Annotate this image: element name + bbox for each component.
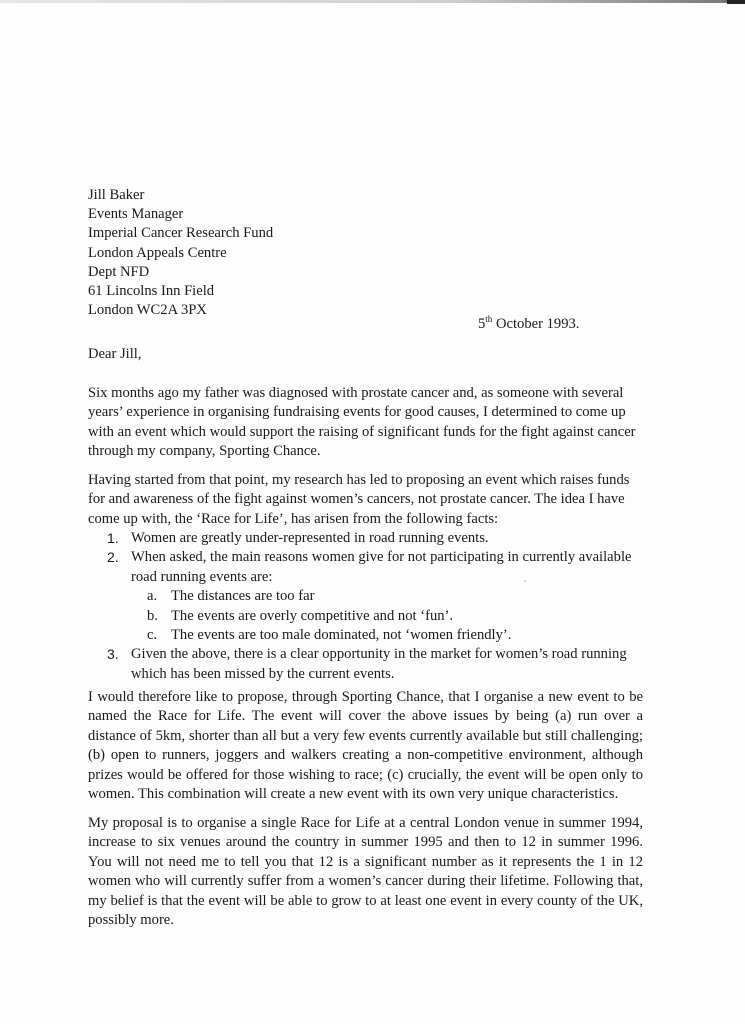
list-number: 1. [107,530,119,546]
list-item-text: When asked, the main reasons women give for not participating in currently available road running events are: [131,549,632,585]
address-line: Events Manager [88,206,184,223]
sub-list-text: The distances are too far [171,588,315,605]
address-line: Jill Baker [88,187,145,203]
list-number: 3. [107,646,119,663]
recipient-address [88,186,648,320]
paragraph-3: I would therefore like to propose, through Sporting Chance, that I organise a new event to be named the Race for Life. The event will cover the above issues by being (a) run over a distance of 5km, shorter than all but a very few events currently available but still challenging; (b) open to runners, joggers and walkers creating a non-competitive environment, although prizes would be offered for those wishing to race; (c) crucially, the event will be open only to women. This combination will create a new event with its own very unique characteristics. [88,689,643,803]
paragraph-2: Having started from that point, my research has led to proposing an event which raises funds for and awareness of the fight against women’s cancers, not prostate cancer. The idea I have come up with, the ‘Race for Life’, has arisen from the following facts: [88,472,630,527]
sub-list-letter: a. [147,588,158,605]
address-line: London Appeals Centre [88,244,227,261]
scan-corner-mark [727,0,745,4]
paragraph-1: Six months ago my father was diagnosed with prostate cancer and, as someone with several years’ experience in organising fundraising events for good causes, I determined to come up with an event which would support the raising of significant funds for the fight against cancer through my company, Sporting Chance. [88,385,636,460]
sub-list-text: The events are too male dominated, not ‘women friendly’. [171,627,512,644]
sub-list-text: The events are overly competitive and not ‘fun’. [171,607,454,624]
address-line: Dept NFD [88,263,150,280]
letter-date [478,314,579,333]
list-item [107,548,647,587]
scan-speck [524,580,526,582]
date-rest: October 1993. [492,316,580,332]
list-number: 2. [107,549,119,566]
sub-list-item [107,587,647,606]
date-suffix: th [485,314,493,324]
address-line: 61 Lincolns Inn Field [88,283,215,300]
sub-list-letter: c. [147,627,158,644]
list-item-text: Given the above, there is a clear opportunity in the market for women’s road running which has been missed by the current events. [131,646,627,682]
address-line: Imperial Cancer Research Fund [88,225,274,242]
date-day: 5 [478,316,486,332]
list-item [107,645,647,684]
list-item [107,529,647,548]
sub-list-letter: b. [147,607,158,624]
facts-list [107,529,647,684]
paragraph-4: My proposal is to organise a single Race for Life at a central London venue in summer 1994, increase to six venues around the country in summer 1995 and then to 12 in summer 1996. You will not need me to tell you that 12 is a significant number as it represents the 1 in 12 women who will currently suffer from a women’s cancer during their lifetime. Following that, my belief is that the event will be able to grow to at least one event in every county of the UK, possibly more. [88,815,643,929]
address-line: London WC2A 3PX [88,302,207,319]
sub-list-item [107,626,647,645]
sub-list-item [107,607,647,626]
list-item-text: Women are greatly under-represented in road running events. [131,530,489,546]
scan-top-edge [0,0,745,3]
salutation: Dear Jill, [88,346,142,362]
